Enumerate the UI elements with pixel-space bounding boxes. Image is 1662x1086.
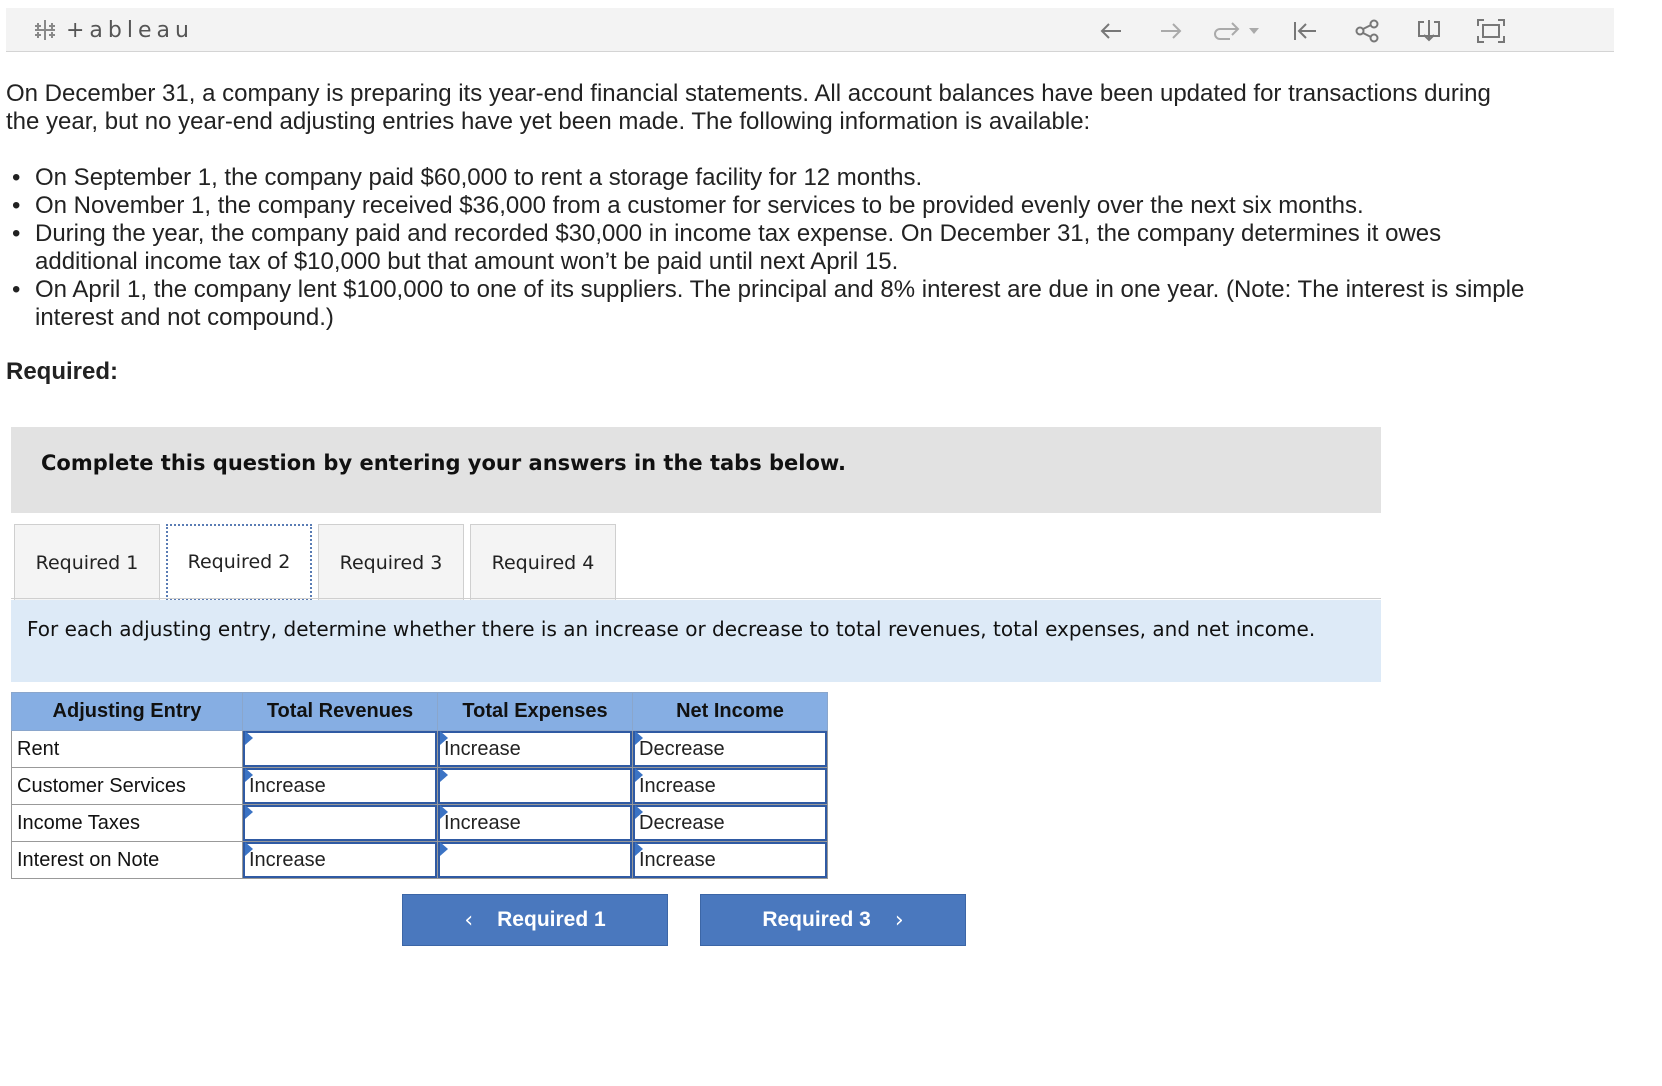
rent-expenses-select[interactable]: Increase: [438, 731, 632, 767]
header-total-revenues: Total Revenues: [243, 693, 438, 731]
table-row: [12, 731, 828, 768]
dropdown-caret-icon[interactable]: [1244, 18, 1264, 44]
info-bullet-interest: • On April 1, the company lent $100,000 to one of its suppliers. The principal and 8% interest are due in one year. (Note: The interest is simple interest and not compound.): [6, 276, 1526, 332]
tableau-logo-text: +ableau: [66, 17, 194, 43]
reset-to-start-icon[interactable]: [1290, 18, 1320, 44]
income-taxes-net-income-select[interactable]: Decrease: [633, 805, 827, 841]
prev-required-button[interactable]: [402, 894, 668, 946]
row-label-interest-on-note: Interest on Note: [12, 842, 243, 879]
tab-required-1[interactable]: Required 1: [14, 524, 160, 600]
customer-services-revenues-select[interactable]: Increase: [243, 768, 437, 804]
table-row: [12, 842, 828, 879]
info-bullet-list: [6, 164, 1526, 332]
chevron-right-icon: ›: [894, 907, 904, 933]
info-bullet-customer-services: • On November 1, the company received $36,000 from a customer for services to be provided evenly over the next six months.: [6, 192, 1526, 220]
fullscreen-icon[interactable]: [1476, 18, 1506, 44]
header-net-income: Net Income: [633, 693, 828, 731]
rent-net-income-select[interactable]: Decrease: [633, 731, 827, 767]
tab-required-2[interactable]: Required 2: [166, 524, 312, 600]
back-arrow-icon[interactable]: [1096, 18, 1126, 44]
customer-services-net-income-select[interactable]: Increase: [633, 768, 827, 804]
tabs-divider: [11, 598, 1381, 599]
tableau-logo: [32, 16, 194, 44]
tableau-logo-icon: [32, 17, 58, 43]
download-icon[interactable]: [1414, 18, 1444, 44]
prev-button-label: Required 1: [497, 908, 606, 931]
header-adjusting-entry: Adjusting Entry: [12, 693, 243, 731]
share-icon[interactable]: [1352, 18, 1382, 44]
info-bullet-rent: • On September 1, the company paid $60,000 to rent a storage facility for 12 months.: [6, 164, 1526, 192]
interest-expenses-select[interactable]: [438, 842, 632, 878]
next-required-button[interactable]: [700, 894, 966, 946]
forward-arrow-icon[interactable]: [1156, 18, 1186, 44]
top-toolbar: [6, 8, 1614, 52]
next-button-label: Required 3: [762, 908, 871, 931]
question-instruction-box: [11, 427, 1381, 513]
row-label-customer-services: Customer Services: [12, 768, 243, 805]
row-label-income-taxes: Income Taxes: [12, 805, 243, 842]
question-instruction-text: Complete this question by entering your answers in the tabs below.: [41, 451, 846, 475]
required-heading: Required:: [6, 358, 119, 385]
rent-revenues-select[interactable]: [243, 731, 437, 767]
row-label-rent: Rent: [12, 731, 243, 768]
header-total-expenses: Total Expenses: [438, 693, 633, 731]
table-row: [12, 768, 828, 805]
income-taxes-expenses-select[interactable]: Increase: [438, 805, 632, 841]
tab-instruction-text: For each adjusting entry, determine whether there is an increase or decrease to total revenues, total expenses, and net income.: [27, 617, 1316, 641]
tab-instruction-box: [11, 600, 1381, 682]
table-header-row: [12, 693, 828, 731]
interest-revenues-select[interactable]: Increase: [243, 842, 437, 878]
info-bullet-income-taxes: • During the year, the company paid and recorded $30,000 in income tax expense. On December 31, the company determines it owes additional income tax of $10,000 but that amount won’t be paid until next April 15.: [6, 220, 1526, 276]
income-taxes-revenues-select[interactable]: [243, 805, 437, 841]
tab-required-3[interactable]: Required 3: [318, 524, 464, 600]
tab-required-4[interactable]: Required 4: [470, 524, 616, 600]
table-row: [12, 805, 828, 842]
chevron-left-icon: ‹: [464, 907, 474, 933]
answer-table: [11, 692, 828, 879]
customer-services-expenses-select[interactable]: [438, 768, 632, 804]
intro-paragraph: On December 31, a company is preparing its year-end financial statements. All account balances have been updated for transactions during the year, but no year-end adjusting entries have yet been made. The following information is available:: [6, 80, 1491, 135]
redo-icon[interactable]: [1212, 18, 1242, 44]
interest-net-income-select[interactable]: Increase: [633, 842, 827, 878]
